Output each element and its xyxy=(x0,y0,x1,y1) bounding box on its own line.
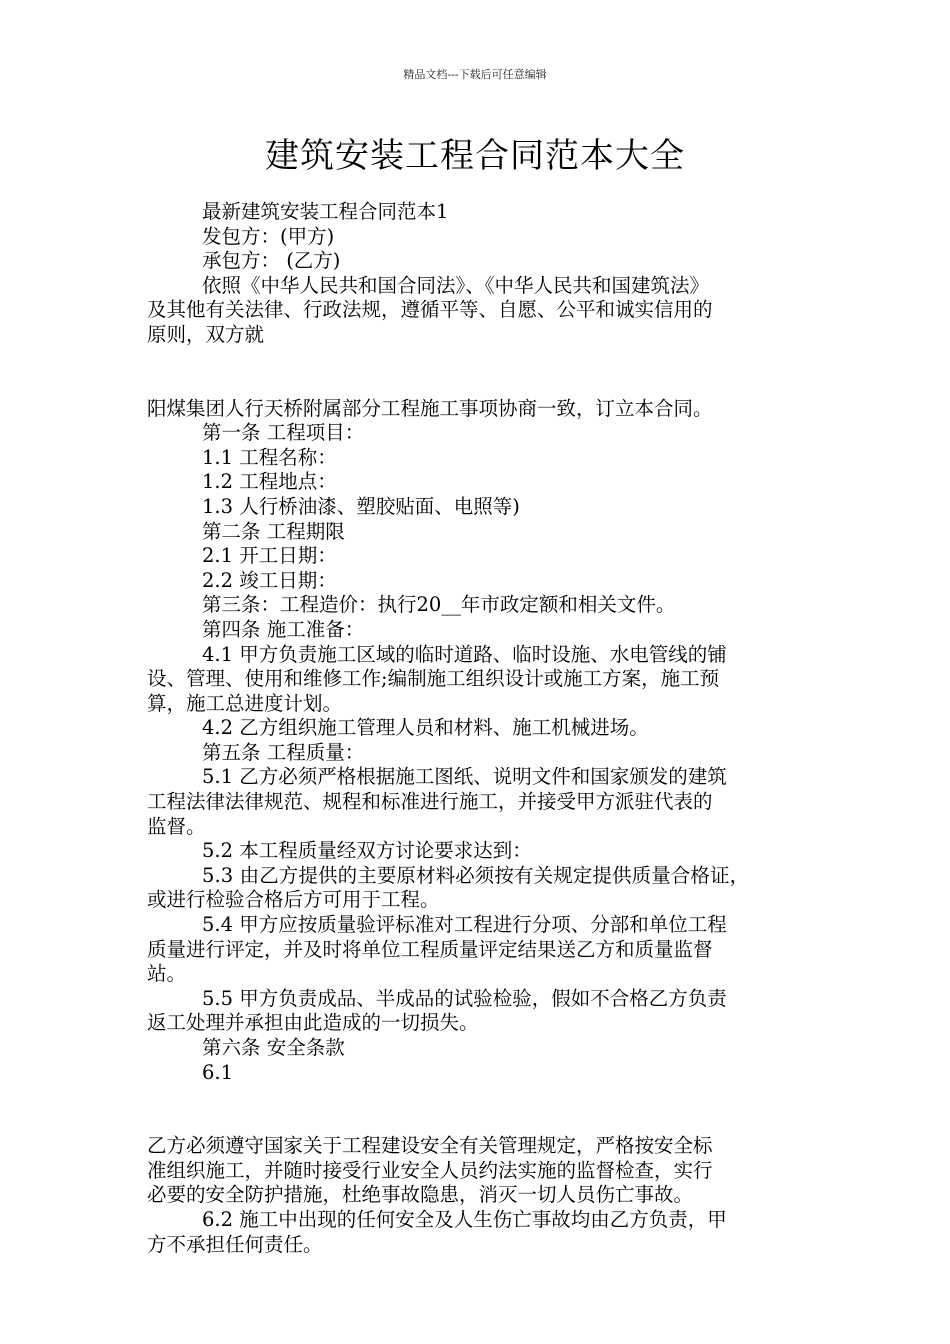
paragraph-line: 乙方必须遵守国家关于工程建设安全有关管理规定，严格按安全标 xyxy=(147,1134,713,1158)
paragraph-line: 第四条 施工准备： xyxy=(202,617,365,641)
paragraph-line: 6.1 xyxy=(202,1060,234,1084)
paragraph-line: 5.2 本工程质量经双方讨论要求达到： xyxy=(202,839,532,863)
paragraph-line: 1.3 人行桥油漆、塑胶贴面、电照等) xyxy=(202,494,520,518)
paragraph-line: 发包方：(甲方) xyxy=(202,224,335,248)
paragraph-line: 承包方： (乙方) xyxy=(202,249,341,273)
paragraph-line: 5.4 甲方应按质量验评标准对工程进行分项、分部和单位工程 xyxy=(202,913,727,937)
paragraph-line: 最新建筑安装工程合同范本1 xyxy=(202,200,449,223)
paragraph-line: 站。 xyxy=(147,962,187,986)
paragraph-line: 第五条 工程质量： xyxy=(202,740,365,764)
paragraph-line: 5.1 乙方必须严格根据施工图纸、说明文件和国家颁发的建筑 xyxy=(202,765,727,789)
paragraph-line: 4.2 乙方组织施工管理人员和材料、施工机械进场。 xyxy=(202,716,649,740)
paragraph-line: 1.1 工程名称： xyxy=(202,445,337,469)
paragraph-line: 2.1 开工日期： xyxy=(202,544,337,568)
paragraph-line: 1.2 工程地点： xyxy=(202,470,337,494)
paragraph-line: 第一条 工程项目： xyxy=(202,421,365,445)
paragraph-line: 第六条 安全条款 xyxy=(202,1036,345,1059)
paragraph-line: 2.2 竣工日期： xyxy=(202,568,337,592)
paragraph-line: 设、管理、使用和维修工作;编制施工组织设计或施工方案，施工预 xyxy=(147,667,720,691)
paragraph-line: 依照《中华人民共和国合同法》、《中华人民共和国建筑法》 xyxy=(202,273,710,297)
paragraph-gap xyxy=(147,1085,815,1134)
paragraph-line: 或进行检验合格后方可用于工程。 xyxy=(147,888,440,912)
paragraph-line: 工程法律法律规范、规程和标准进行施工，并接受甲方派驻代表的 xyxy=(147,790,713,814)
paragraph-line: 算，施工总进度计划。 xyxy=(147,691,343,715)
paragraph-line: 5.3 由乙方提供的主要原材料必须按有关规定提供质量合格证， xyxy=(202,863,750,887)
paragraph-line: 返工处理并承担由此造成的一切损失。 xyxy=(147,1011,479,1035)
paragraph-line: 4.1 甲方负责施工区域的临时道路、临时设施、水电管线的铺 xyxy=(202,642,727,666)
contract-body xyxy=(147,200,815,1257)
paragraph-gap xyxy=(147,348,815,397)
paragraph-line: 第二条 工程期限 xyxy=(202,519,345,543)
document-title: 建筑安装工程合同范本大全 xyxy=(265,136,685,176)
paragraph-line: 方不承担任何责任。 xyxy=(147,1232,323,1256)
paragraph-line: 第三条：工程造价：执行20__年市政定额和相关文件。 xyxy=(202,593,676,617)
paragraph-line: 阳煤集团人行天桥附属部分工程施工事项协商一致，订立本合同。 xyxy=(147,396,713,420)
paragraph-line: 及其他有关法律、行政法规，遵循平等、自愿、公平和诚实信用的 xyxy=(147,298,713,322)
paragraph-line: 质量进行评定，并及时将单位工程质量评定结果送乙方和质量监督 xyxy=(147,937,713,961)
paragraph-line: 原则，双方就 xyxy=(147,322,265,346)
paragraph-line: 监督。 xyxy=(147,814,206,838)
paragraph-line: 准组织施工，并随时接受行业安全人员约法实施的监督检查，实行 xyxy=(147,1158,713,1182)
paragraph-line: 6.2 施工中出现的任何安全及人生伤亡事故均由乙方负责，甲 xyxy=(202,1207,727,1231)
page-header: 精品文档---下载后可任意编辑 xyxy=(403,68,547,81)
paragraph-line: 必要的安全防护措施，杜绝事故隐患，消灭一切人员伤亡事故。 xyxy=(147,1183,694,1207)
paragraph-line: 5.5 甲方负责成品、半成品的试验检验，假如不合格乙方负责 xyxy=(202,986,727,1010)
